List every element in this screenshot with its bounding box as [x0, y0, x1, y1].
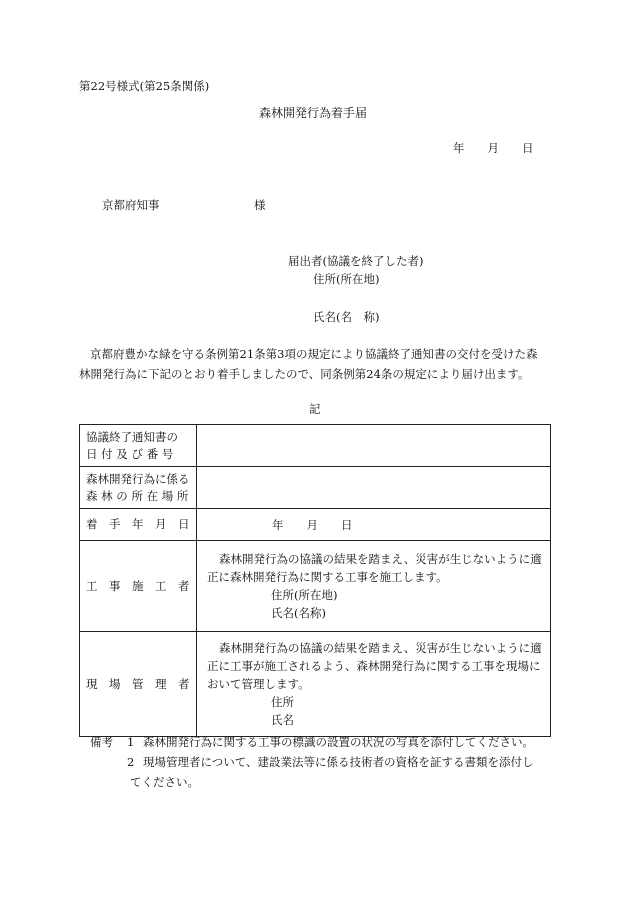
table-row: [80, 467, 551, 509]
body-paragraph-line-1: 京都府豊かな緑を守る条例第21条第3項の規定により協議終了通知書の交付を受けた森: [90, 347, 538, 361]
body-paragraph-line-2: 林開発行為に下記のとおり着手しましたので、同条例第24条の規定により届け出ます。: [79, 367, 530, 381]
site-manager-text-line: 正に工事が施工されるよう、森林開発行為に関する工事を現場に: [207, 659, 541, 673]
notice-date-number-field[interactable]: [197, 425, 551, 467]
contractor-address-label: 住所(所在地): [271, 588, 338, 602]
contractor-name-label: 氏名(名称): [271, 606, 326, 620]
table-row: [80, 425, 551, 467]
table-row: [80, 541, 551, 632]
row-label-notice-date-number: [80, 425, 197, 467]
addressee-name: 京都府知事: [102, 198, 160, 212]
site-manager-field[interactable]: [197, 632, 551, 737]
notifier-label: 届出者(協議を終了した者): [288, 254, 424, 268]
remark-2-number: 2: [127, 755, 135, 769]
contractor-field[interactable]: [197, 541, 551, 632]
row-label-forest-location: [80, 467, 197, 509]
notifier-address-label: 住所(所在地): [313, 272, 380, 286]
table-row: [80, 509, 551, 541]
addressee-honorific: 様: [254, 198, 266, 212]
site-manager-address-label: 住所: [271, 695, 294, 709]
site-manager-name-label: 氏名: [271, 713, 294, 727]
table-row: [80, 632, 551, 737]
notifier-name-label: 氏名(名 称): [313, 310, 380, 324]
remark-1-text: 森林開発行為に関する工事の標識の設置の状況の写真を添付してください。: [143, 735, 534, 749]
remark-2-text: 現場管理者について、建設業法等に係る技術者の資格を証する書類を添付し: [143, 755, 534, 769]
row-label-line: 森林開発行為に係る: [86, 471, 190, 486]
row-label-line: 森 林 の 所 在 場 所: [86, 488, 189, 503]
form-number: 第22号様式(第25条関係): [79, 79, 210, 93]
remark-1-number: 1: [127, 735, 135, 749]
ki-heading: 記: [309, 402, 321, 416]
submission-date: 年 月 日: [453, 141, 534, 155]
forest-location-field[interactable]: [197, 467, 551, 509]
start-date-value: 年 月 日: [272, 517, 353, 532]
site-manager-text-line: おいて管理します。: [207, 677, 310, 691]
row-label-site-manager: 現 場 管 理 者: [80, 632, 197, 737]
remarks-label: 備考: [90, 735, 113, 749]
row-label-contractor: 工 事 施 工 者: [80, 541, 197, 632]
notification-table: [79, 424, 551, 737]
contractor-text-line: 森林開発行為の協議の結果を踏まえ、災害が生じないように適: [219, 552, 542, 566]
site-manager-text-line: 森林開発行為の協議の結果を踏まえ、災害が生じないように適: [219, 641, 542, 655]
row-label-line: 日 付 及 び 番 号: [86, 446, 174, 461]
start-date-field[interactable]: [197, 509, 551, 541]
row-label-line: 協議終了通知書の: [86, 429, 178, 444]
contractor-text-line: 正に森林開発行為に関する工事を施工します。: [207, 570, 448, 584]
row-label-start-date: 着 手 年 月 日: [80, 509, 197, 541]
form-title: 森林開発行為着手届: [259, 106, 368, 120]
remark-2-continuation: てください。: [130, 775, 199, 789]
